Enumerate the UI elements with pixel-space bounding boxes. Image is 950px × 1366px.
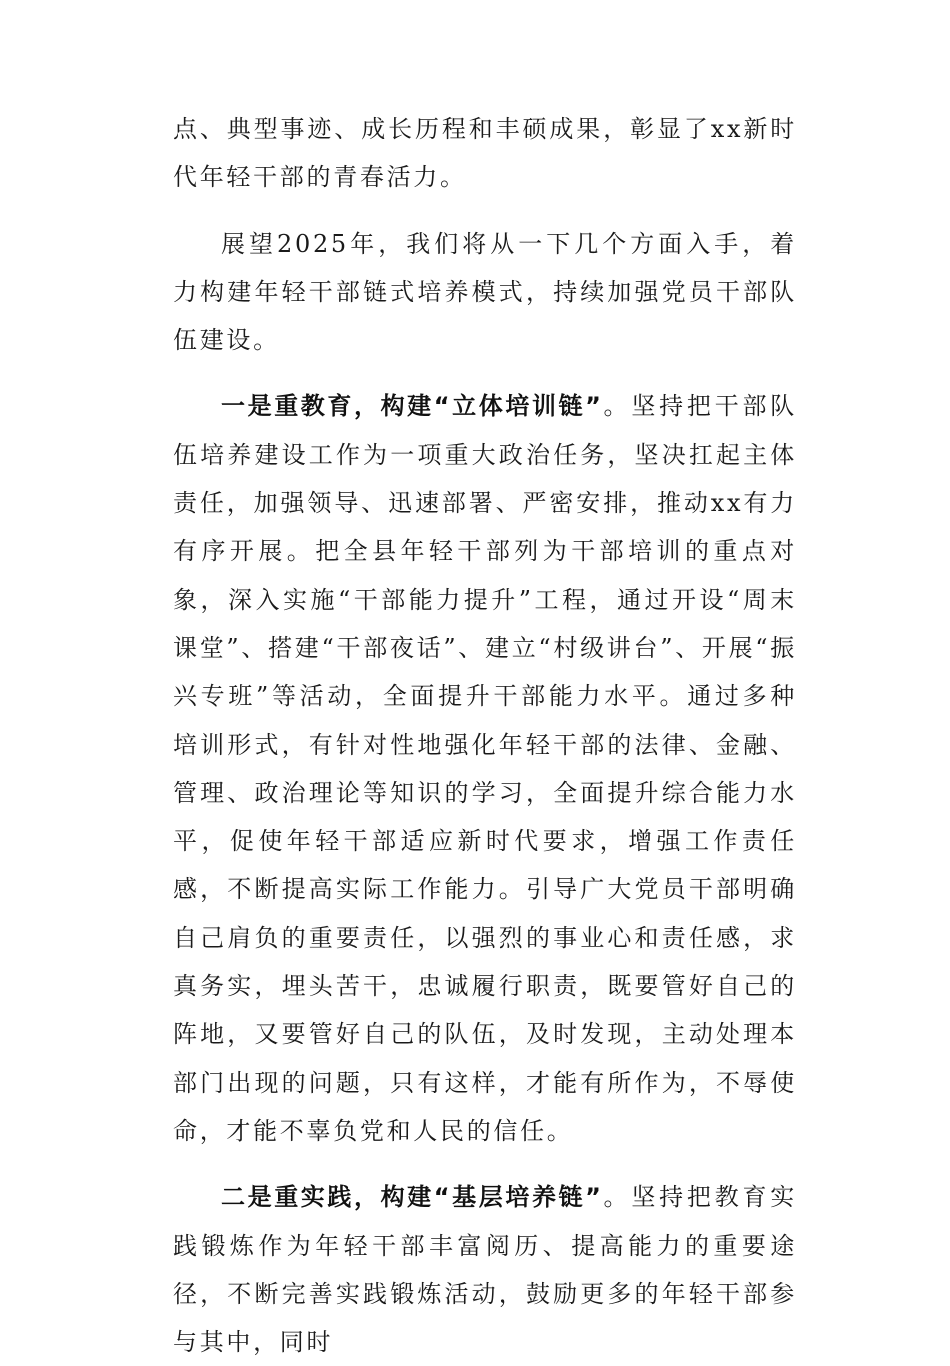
paragraph-text: 展望2025年，我们将从一下几个方面入手，着力构建年轻干部链式培养模式，持续加强党员干部队伍建设。 bbox=[173, 229, 797, 355]
paragraph-practice bbox=[173, 1173, 797, 1366]
paragraph-heading: 一是重教育，构建“立体培训链” bbox=[221, 392, 603, 421]
paragraph-continuation bbox=[173, 105, 797, 202]
document-body bbox=[173, 105, 797, 1366]
paragraph-heading: 二是重实践，构建“基层培养链” bbox=[221, 1183, 603, 1212]
paragraph-outlook bbox=[173, 220, 797, 365]
paragraph-text: 。坚持把教育实践锻炼作为年轻干部丰富阅历、提高能力的重要途径，不断完善实践锻炼活动，鼓励更多的年轻干部参与其中，同时 bbox=[173, 1183, 798, 1357]
paragraph-education bbox=[173, 382, 797, 1155]
paragraph-text: 。坚持把干部队伍培养建设工作为一项重大政治任务，坚决扛起主体责任，加强领导、迅速部署、严密安排，推动xx有力有序开展。把全县年轻干部列为干部培训的重点对象，深入实施“干部能力提升”工程，通过开设“周末课堂”、搭建“干部夜话”、建立“村级讲台”、开展“振兴专班”等活动，全面提升干部能力水平。通过多种培训形式，有针对性地强化年轻干部的法律、金融、管理、政治理论等知识的学习，全面提升综合能力水平，促使年轻干部适应新时代要求，增强工作责任感，不断提高实际工作能力。引导广大党员干部明确自己肩负的重要责任，以强烈的事业心和责任感，求真务实，埋头苦干，忠诚履行职责，既要管好自己的阵地，又要管好自己的队伍，及时发现，主动处理本部门出现的问题，只有这样，才能有所作为，不辱使命，才能不辜负党和人民的信任。 bbox=[173, 392, 798, 1145]
paragraph-text: 点、典型事迹、成长历程和丰硕成果，彰显了xx新时代年轻干部的青春活力。 bbox=[173, 115, 797, 192]
